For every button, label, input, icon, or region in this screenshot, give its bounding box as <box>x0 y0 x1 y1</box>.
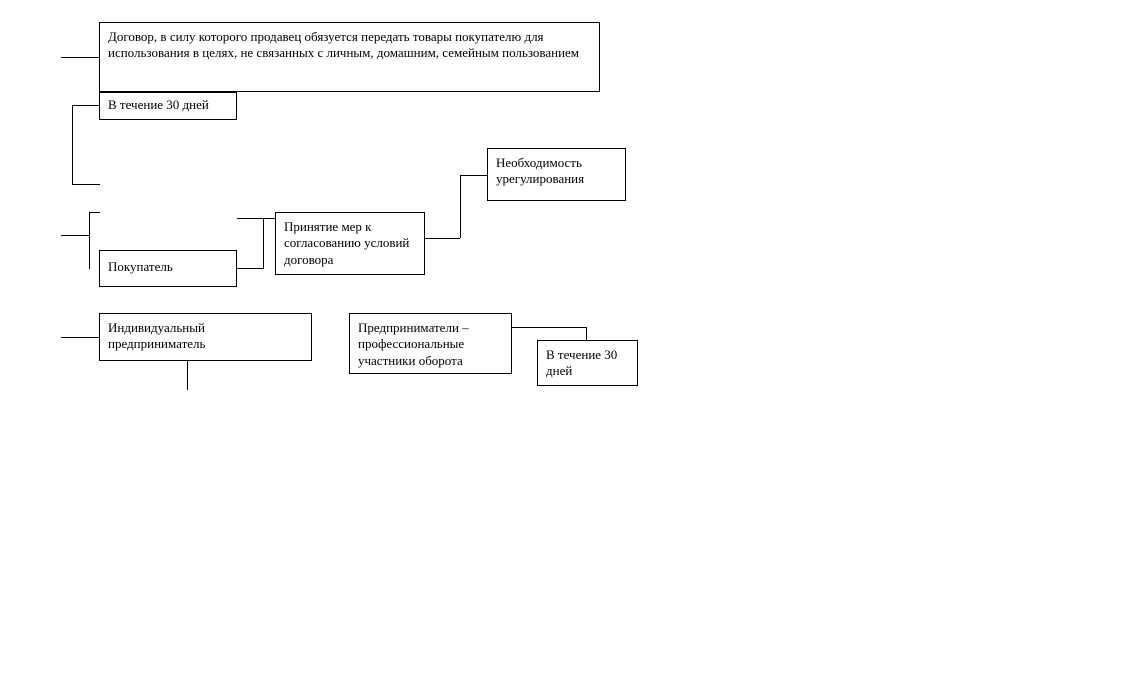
connector-days1-bracket-bottom <box>72 184 100 185</box>
connector-days1-bracket-vertical <box>72 105 73 184</box>
connector-measures-bracket-vertical <box>263 218 264 269</box>
connector-individual-entrepreneur-bottom <box>187 361 188 390</box>
connector-measures-left-stub <box>237 218 275 219</box>
connector-measures-right-stub <box>425 238 460 239</box>
node-within-30-days-2: В течение 30 дней <box>537 340 638 386</box>
connector-buyer-left-stub <box>61 235 89 236</box>
connector-days1-left-stub <box>72 105 99 106</box>
node-contract: Договор, в силу которого продавец обязуется передать товары покупателю для использования в целях, не связанных с личным, домашним, семейным пользованием <box>99 22 600 92</box>
node-entrepreneurs-professional-participants: Предприниматели – профессиональные участники оборота <box>349 313 512 374</box>
node-individual-entrepreneur: Индивидуальный предприниматель <box>99 313 312 361</box>
connector-buyer-top-stub <box>89 212 100 213</box>
connector-professionals-right-stub <box>512 327 586 328</box>
node-measures-to-agree-contract-terms: Принятие мер к согласованию условий договора <box>275 212 425 275</box>
connector-necessity-bracket-vertical <box>460 175 461 238</box>
connector-days2-top <box>586 327 587 340</box>
connector-necessity-left-stub <box>460 175 487 176</box>
connector-buyer-bracket-vertical <box>89 212 90 269</box>
connector-individual-entrepreneur-left-stub <box>61 337 99 338</box>
connector-buyer-right-stub <box>237 268 263 269</box>
node-buyer: Покупатель <box>99 250 237 287</box>
node-within-30-days-1: В течение 30 дней <box>99 92 237 120</box>
node-necessity-of-settlement: Необходимость урегулирования <box>487 148 626 201</box>
connector-contract-left-stub <box>61 57 99 58</box>
